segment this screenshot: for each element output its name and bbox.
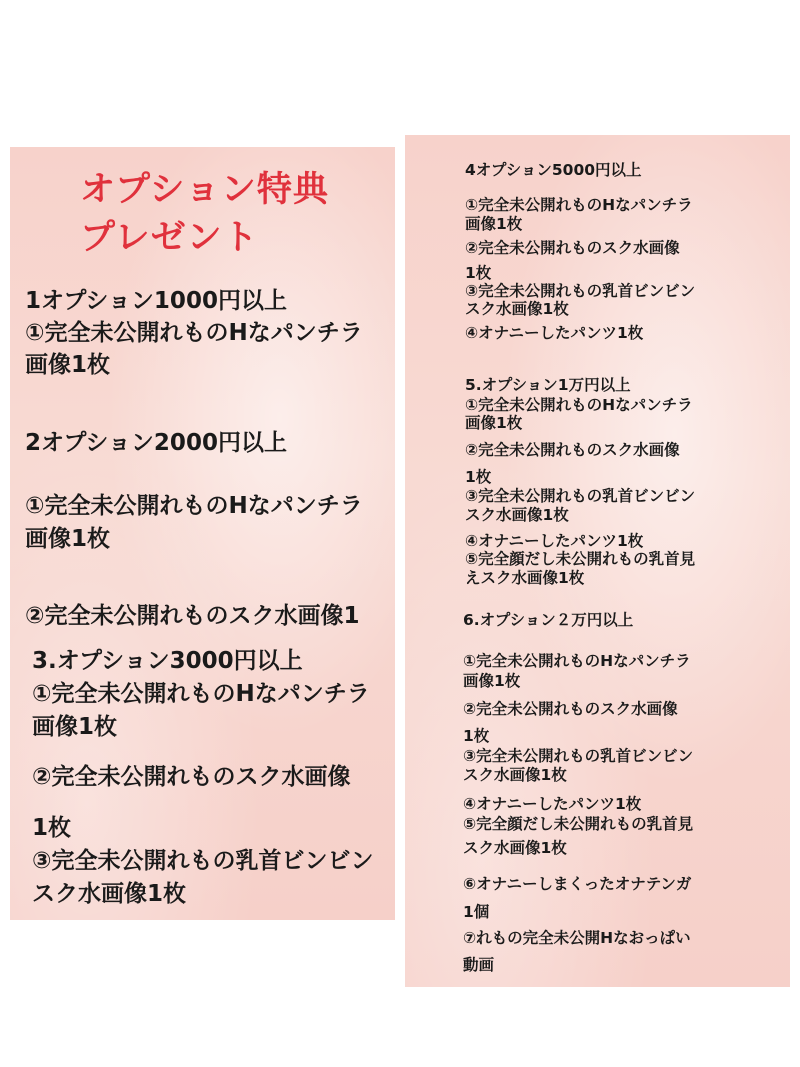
title-line-2: プレゼント xyxy=(80,218,259,258)
tier-1-heading: 1オプション1000円以上 xyxy=(25,288,287,314)
tier-3-heading: 3.オプション3000円以上 xyxy=(32,648,303,674)
tier-2-item-cont: 画像1枚 xyxy=(25,526,111,552)
tier-4-item: ③完全未公開れもの乳首ビンビン xyxy=(465,282,696,300)
tier-1-item-cont: 画像1枚 xyxy=(25,352,111,378)
tier-5-item: ③完全未公開れもの乳首ビンビン xyxy=(465,487,696,505)
tier-2-heading: 2オプション2000円以上 xyxy=(25,430,287,456)
tier-6-item: ②完全未公開れものスク水画像 xyxy=(463,700,678,718)
tier-6-item: ⑤完全顔だし未公開れもの乳首見 xyxy=(463,815,694,833)
tier-3-item-cont: スク水画像1枚 xyxy=(32,881,187,907)
tier-4-heading: 4オプション5000円以上 xyxy=(465,161,642,179)
left-flyer-panel xyxy=(10,147,395,920)
tier-4-item-cont: 画像1枚 xyxy=(465,215,523,233)
tier-4-item: ①完全未公開れものHなパンチラ xyxy=(465,196,693,214)
tier-5-item-cont: 1枚 xyxy=(465,468,492,486)
tier-6-item-cont: 動画 xyxy=(463,956,495,974)
tier-3-item: ②完全未公開れものスク水画像 xyxy=(32,764,351,790)
tier-3-item: ③完全未公開れもの乳首ビンビン xyxy=(32,848,374,874)
tier-3-item-cont: 1枚 xyxy=(32,815,72,841)
tier-5-heading: 5.オプション1万円以上 xyxy=(465,376,631,394)
tier-6-item: ①完全未公開れものHなパンチラ xyxy=(463,652,691,670)
tier-2-item: ①完全未公開れものHなパンチラ xyxy=(25,493,363,519)
tier-6-item-cont: スク水画像1枚 xyxy=(463,839,567,857)
tier-6-item-cont: 1枚 xyxy=(463,727,490,745)
tier-5-item: ①完全未公開れものHなパンチラ xyxy=(465,396,693,414)
tier-6-item: ④オナニーしたパンツ1枚 xyxy=(463,795,642,813)
tier-6-item: ⑦れもの完全未公開Hなおっぱい xyxy=(463,929,691,947)
tier-3-item-cont: 画像1枚 xyxy=(32,714,118,740)
tier-5-item: ②完全未公開れものスク水画像 xyxy=(465,441,680,459)
tier-6-item-cont: 画像1枚 xyxy=(463,672,521,690)
tier-4-item-cont: スク水画像1枚 xyxy=(465,300,569,318)
tier-3-item: ①完全未公開れものHなパンチラ xyxy=(32,681,370,707)
tier-6-item-cont: 1個 xyxy=(463,903,490,921)
tier-5-item-cont: 画像1枚 xyxy=(465,414,523,432)
tier-6-item: ⑥オナニーしまくったオナテンガ xyxy=(463,875,692,893)
tier-1-item: ①完全未公開れものHなパンチラ xyxy=(25,320,363,346)
tier-2-item: ②完全未公開れものスク水画像1 xyxy=(25,603,360,629)
tier-5-item-cont: スク水画像1枚 xyxy=(465,506,569,524)
tier-6-item: ③完全未公開れもの乳首ビンビン xyxy=(463,747,694,765)
right-flyer-panel xyxy=(405,135,790,987)
tier-4-item-cont: 1枚 xyxy=(465,264,492,282)
tier-5-item-cont: えスク水画像1枚 xyxy=(465,569,585,587)
title-line-1: オプション特典 xyxy=(80,170,329,210)
tier-6-heading: 6.オプション２万円以上 xyxy=(463,611,634,629)
tier-5-item: ⑤完全顔だし未公開れもの乳首見 xyxy=(465,550,696,568)
tier-6-item-cont: スク水画像1枚 xyxy=(463,766,567,784)
tier-5-item: ④オナニーしたパンツ1枚 xyxy=(465,532,644,550)
tier-4-item: ②完全未公開れものスク水画像 xyxy=(465,239,680,257)
tier-4-item: ④オナニーしたパンツ1枚 xyxy=(465,324,644,342)
